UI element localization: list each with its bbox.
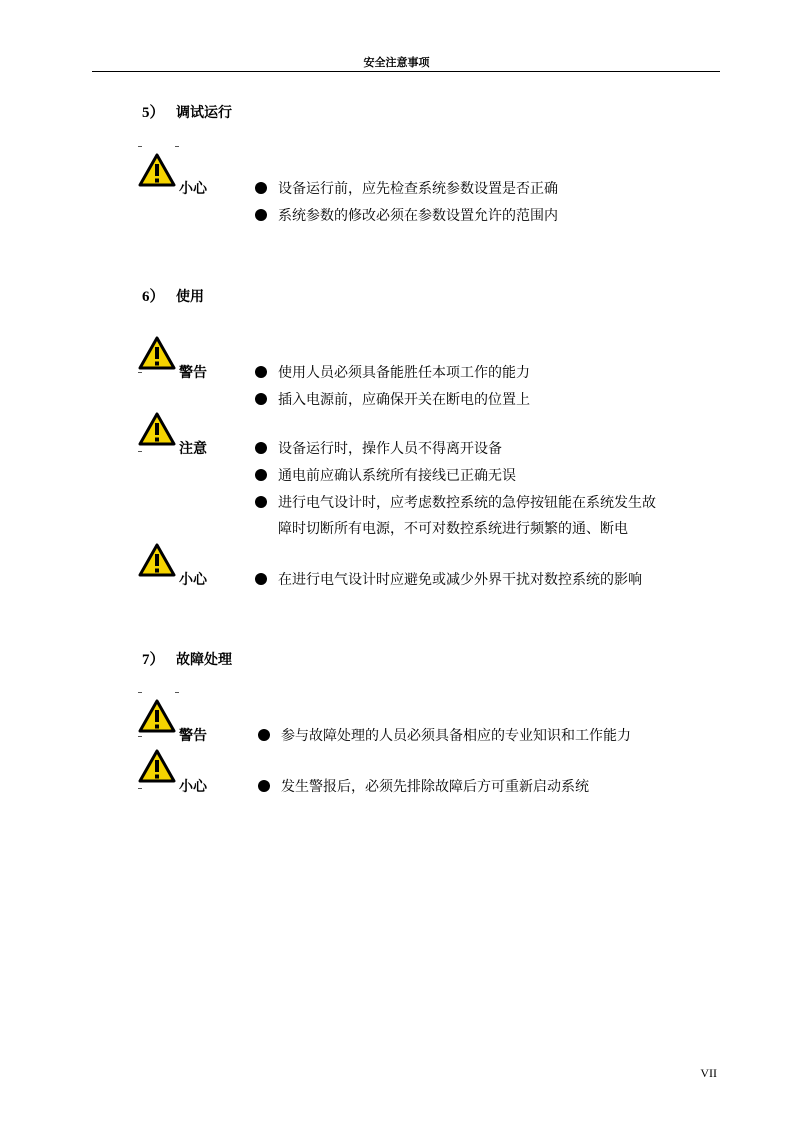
notice-label-caution: 小心 bbox=[179, 181, 207, 197]
header-divider bbox=[92, 71, 720, 72]
section-number: 7） bbox=[142, 652, 165, 668]
bullet-item: 发生警报后，必须先排除故障后方可重新启动系统 bbox=[258, 776, 589, 796]
warning-triangle-icon bbox=[138, 336, 176, 370]
bullet-item: 进行电气设计时，应考虑数控系统的急停按钮能在系统发生故 bbox=[255, 492, 656, 512]
bullet-item-continuation: 障时切断所有电源，不可对数控系统进行频繁的通、断电 bbox=[278, 521, 628, 537]
bullet-dot bbox=[255, 469, 267, 481]
marker-tick bbox=[138, 692, 142, 693]
bullet-dot bbox=[258, 729, 270, 741]
bullet-item: 系统参数的修改必须在参数设置允许的范围内 bbox=[255, 205, 558, 225]
bullet-dot bbox=[255, 496, 267, 508]
notice-label-caution: 小心 bbox=[179, 572, 207, 588]
marker-tick bbox=[138, 146, 142, 147]
section-title-6 bbox=[142, 285, 204, 306]
bullet-dot bbox=[255, 366, 267, 378]
notice-label-caution: 小心 bbox=[179, 779, 207, 795]
notice-label-warning: 警告 bbox=[179, 728, 207, 744]
notice-label-warning: 警告 bbox=[179, 365, 207, 381]
bullet-item: 在进行电气设计时应避免或减少外界干扰对数控系统的影响 bbox=[255, 569, 642, 589]
bullet-item: 参与故障处理的人员必须具备相应的专业知识和工作能力 bbox=[258, 725, 631, 745]
section-heading: 故障处理 bbox=[176, 652, 232, 668]
section-title-7 bbox=[142, 648, 232, 669]
marker-tick bbox=[138, 451, 142, 452]
header-title: 安全注意事项 bbox=[363, 56, 430, 69]
section-number: 6） bbox=[142, 289, 165, 305]
marker-tick bbox=[138, 788, 142, 789]
notice-label-attention: 注意 bbox=[179, 441, 207, 457]
marker-tick bbox=[175, 692, 179, 693]
section-title-5 bbox=[142, 101, 232, 122]
bullet-dot bbox=[258, 780, 270, 792]
bullet-item: 设备运行时，操作人员不得离开设备 bbox=[255, 438, 502, 458]
warning-triangle-icon bbox=[138, 412, 176, 446]
bullet-item: 插入电源前，应确保开关在断电的位置上 bbox=[255, 389, 530, 409]
marker-tick bbox=[138, 736, 142, 737]
bullet-dot bbox=[255, 393, 267, 405]
section-heading: 使用 bbox=[176, 289, 204, 305]
warning-triangle-icon bbox=[138, 699, 176, 733]
bullet-dot bbox=[255, 209, 267, 221]
page-number: VII bbox=[700, 1066, 717, 1080]
bullet-item: 设备运行前，应先检查系统参数设置是否正确 bbox=[255, 178, 558, 198]
bullet-dot bbox=[255, 182, 267, 194]
warning-triangle-icon bbox=[138, 543, 176, 577]
warning-triangle-icon bbox=[138, 749, 176, 783]
warning-triangle-icon bbox=[138, 153, 176, 187]
bullet-item: 通电前应确认系统所有接线已正确无误 bbox=[255, 465, 516, 485]
section-heading: 调试运行 bbox=[176, 105, 232, 121]
marker-tick bbox=[175, 146, 179, 147]
section-number: 5） bbox=[142, 105, 165, 121]
bullet-item: 使用人员必须具备能胜任本项工作的能力 bbox=[255, 362, 530, 382]
marker-tick bbox=[138, 372, 142, 373]
bullet-dot bbox=[255, 442, 267, 454]
bullet-dot bbox=[255, 573, 267, 585]
